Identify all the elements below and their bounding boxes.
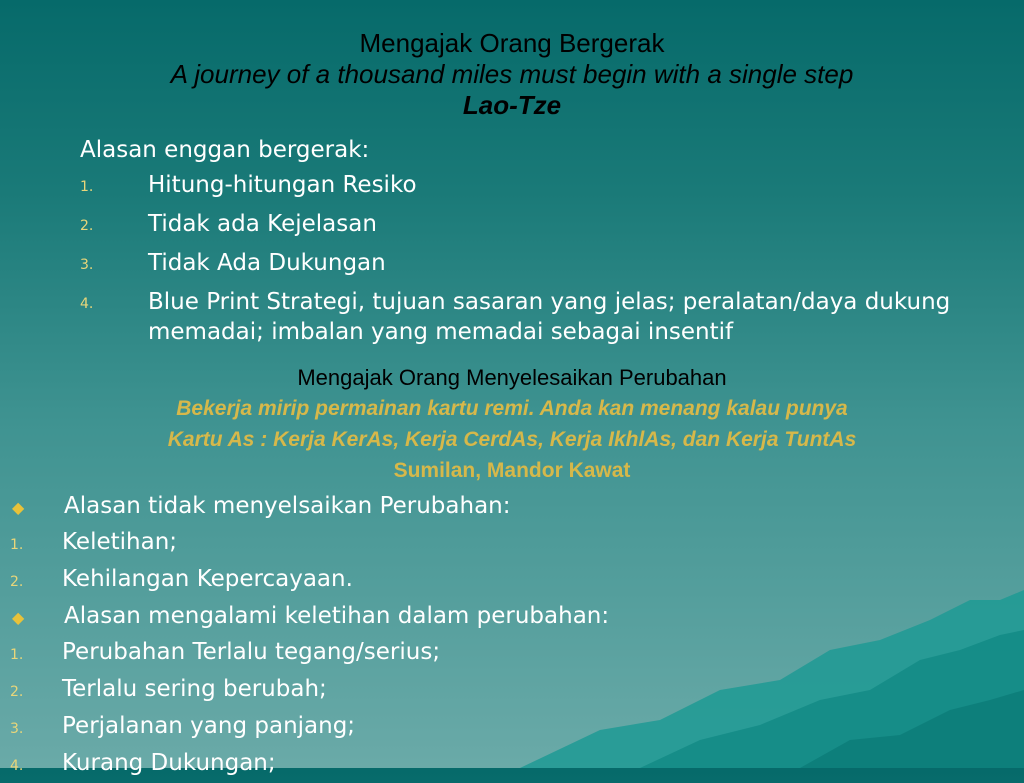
list-number: 2. [80, 218, 94, 234]
list-item-text: Perubahan Terlalu tegang/serius; [62, 639, 441, 665]
list-item [80, 170, 980, 202]
list-number: 3. [10, 721, 24, 737]
list-item [80, 209, 980, 241]
list-item-text: Kurang Dukungan; [62, 750, 276, 776]
list-item-text: Terlalu sering berubah; [62, 676, 327, 702]
list-item-text: Kehilangan Kepercayaan. [62, 566, 353, 592]
slide-title: Mengajak Orang Bergerak [359, 28, 665, 58]
list-number: 1. [80, 179, 94, 195]
list-number: 4. [10, 758, 24, 774]
diamond-bullet-icon: ◆ [12, 608, 25, 627]
list-item [10, 672, 1010, 709]
list-item [10, 489, 1010, 525]
list-item [10, 525, 1010, 562]
list-item [80, 287, 980, 347]
title-quote: A journey of a thousand miles must begin with a single step [170, 59, 854, 89]
list-item-text: Tidak Ada Dukungan [148, 250, 386, 276]
list-item-text: Tidak ada Kejelasan [148, 211, 377, 237]
list-item [10, 562, 1010, 599]
list-number: 2. [10, 684, 24, 700]
section2-quote-line1: Bekerja mirip permainan kartu remi. Anda kan menang kalau punya [176, 397, 848, 420]
list-item-text: Perjalanan yang panjang; [62, 713, 356, 739]
list-number: 1. [10, 647, 24, 663]
list-item-text: Alasan tidak menyelsaikan Perubahan: [64, 493, 511, 519]
list-item-text: Hitung-hitungan Resiko [148, 172, 417, 198]
list-number: 3. [80, 257, 94, 273]
list-item-text: Blue Print Strategi, tujuan sasaran yang jelas; peralatan/daya dukung memadai; imbalan yang memadai sebagai insentif [148, 289, 951, 345]
list-item-text: Alasan mengalami keletihan dalam perubahan: [64, 603, 610, 629]
section2-heading-block [0, 363, 1024, 486]
list-item [10, 599, 1010, 635]
list-number: 4. [80, 296, 94, 312]
list-number: 2. [10, 574, 24, 590]
reasons-list-1 [80, 134, 980, 354]
list1-intro: Alasan enggan bergerak: [80, 137, 370, 163]
slide-title-block [0, 28, 1024, 121]
list-item [10, 746, 1010, 783]
diamond-bullet-icon: ◆ [12, 498, 25, 517]
list-item [10, 635, 1010, 672]
title-quote-author: Lao-Tze [462, 90, 562, 120]
list-item [10, 709, 1010, 746]
section2-quote-author: Sumilan, Mandor Kawat [393, 459, 631, 482]
list-item-text: Keletihan; [62, 529, 178, 555]
section2-title: Mengajak Orang Menyelesaikan Perubahan [297, 365, 727, 390]
section2-quote-line2: Kartu As : Kerja KerAs, Kerja CerdAs, Kerja IkhlAs, dan Kerja TuntAs [167, 428, 857, 451]
list-item [80, 248, 980, 280]
reasons-list-2 [10, 489, 1010, 783]
list-number: 1. [10, 537, 24, 553]
